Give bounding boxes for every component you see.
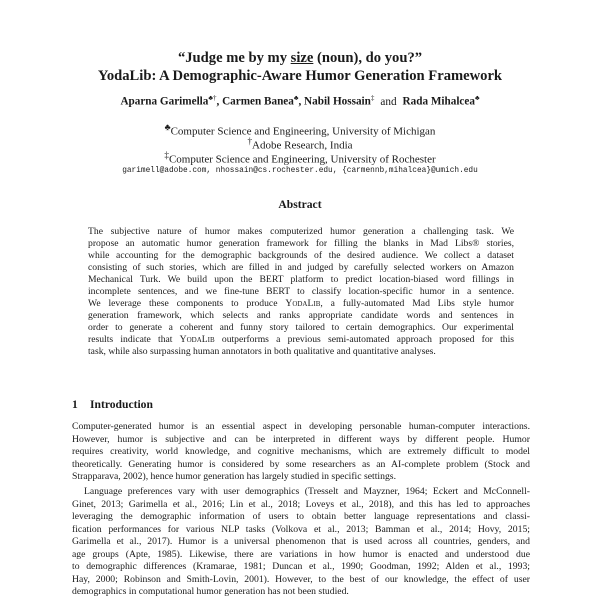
abstract-line: Mechanical Turk. We build upon the BERT platform to predict location-biased word fillings in — [88, 274, 514, 285]
body-line: Language preferences vary with user demographics (Tresselt and Mayzner, 1964; Eckert and McConnell- — [84, 486, 530, 497]
body-line: Strapparava, 2002), hence humor generation has largely studied in specific settings. — [72, 471, 396, 482]
body-line: leveraging the demographic information of users to obtain better language representations and classi- — [72, 511, 530, 522]
body-line: to demographic differences (Kramarae, 1981; Duncan et al., 1990; Goodman, 1992; Alden et al., 1993; — [72, 561, 530, 572]
body-line: age groups (Apte, 1985). Likewise, there are variations in how humor is enacted and understood due — [72, 548, 530, 560]
abstract-line: propose an automatic humor generation framework for filling the blanks in Mad Libs® stories, — [88, 238, 514, 249]
abstract-body — [88, 226, 514, 358]
abstract-line: consisting of such stories, which are filled in and judged by carefully selected workers on Amazon — [88, 262, 514, 273]
affiliation-mark: ♣† — [208, 94, 217, 102]
underlined-word: size — [290, 50, 314, 66]
section-heading-introduction — [72, 398, 153, 411]
body-line: theoretically. Generating humor is considered by some researchers as an AI-complete problem (Stock and — [72, 458, 530, 470]
abstract-line: order to generate a coherent and funny story tailored to certain demographics. Our experimental — [88, 322, 514, 333]
author-name: Nabil Hossain — [304, 95, 371, 108]
affiliation-mark: ‡ — [370, 94, 375, 102]
abstract-line: task, while also surpassing human annotators in both qualitative and quantitative analyses. — [88, 346, 436, 357]
paper-title-line1: “Judge me by my size (noun), do you?” — [177, 50, 423, 66]
affiliation-1: ♣Computer Science and Engineering, University of Michigan — [164, 122, 436, 138]
system-name: YodaLib — [285, 298, 321, 309]
author-name: Rada Mihalcea — [402, 95, 475, 108]
abstract-heading: Abstract — [278, 198, 322, 211]
body-line: demographics in computational humor generation has not been studied. — [72, 586, 349, 597]
abstract-line: incomplete sentences, and we fine-tune BERT to classify location-specific humor in a sentence. — [88, 286, 514, 297]
section-number: 1 — [72, 398, 78, 411]
affiliation-mark: ♣ — [474, 94, 480, 102]
abstract-line: The subjective nature of humor makes computerized humor generation a challenging task. We — [88, 226, 514, 237]
body-line: Garimella et al., 2017). Humor is a universal phenomenon that is used across all countries, genders, and — [72, 536, 530, 547]
body-line: Computer-generated humor is an essential aspect in developing personable human-computer interactions. — [72, 421, 530, 432]
body-line: However, humor is subjective and can be interpreted in different ways by different people. Humor — [72, 433, 530, 445]
body-line: Hay, 2000; Robinson and Smith-Lovin, 2001). However, to the best of our knowledge, the effect of user — [72, 573, 530, 585]
author-list: Aparna Garimella♣†, Carmen Banea♣, Nabil Hossain‡ and Rada Mihalcea♣ — [120, 94, 480, 108]
section-title: Introduction — [90, 398, 153, 411]
author-emails: garimell@adobe.com, nhossain@cs.rochester.edu, {carmennb,mihalcea}@umich.edu — [122, 167, 478, 175]
affiliation-2: †Adobe Research, India — [247, 136, 353, 152]
intro-paragraph-2 — [72, 486, 530, 599]
body-line: fication performances for various NLP tasks (Volkova et al., 2013; Bamman et al., 2014; Hovy, 2015; — [72, 523, 530, 535]
body-line: Ginet, 2013; Garimella et al., 2016; Lin et al., 2018; Loveys et al., 2018), and this has led to approaches — [72, 498, 530, 510]
author-name: Carmen Banea — [222, 95, 294, 108]
paper-title-line2: YodaLib: A Demographic-Aware Humor Generation Framework — [97, 68, 503, 84]
intro-paragraph-1 — [72, 421, 530, 484]
authors-and: and — [380, 95, 397, 108]
system-name: YodaLib — [179, 334, 215, 345]
abstract-line: while accounting for the demographic backgrounds of the desired audience. We collect a dataset — [88, 250, 514, 261]
affiliation-3: ‡Computer Science and Engineering, University of Rochester — [164, 150, 436, 166]
body-line: requires creativity, world knowledge, and cognitive mechanisms, which are extremely difficult to model — [72, 446, 530, 457]
affiliation-mark: ♣ — [293, 94, 299, 102]
author-name: Aparna Garimella — [120, 95, 209, 108]
abstract-line: generation framework, which selects and ranks appropriate candidate words and sentences in — [88, 310, 514, 321]
abstract-line: results indicate that YodaLib outperforms a previous semi-automated approach proposed for this — [88, 334, 514, 345]
abstract-line: We leverage these components to produce YodaLib, a fully-automated Mad Libs style humor — [88, 298, 515, 309]
